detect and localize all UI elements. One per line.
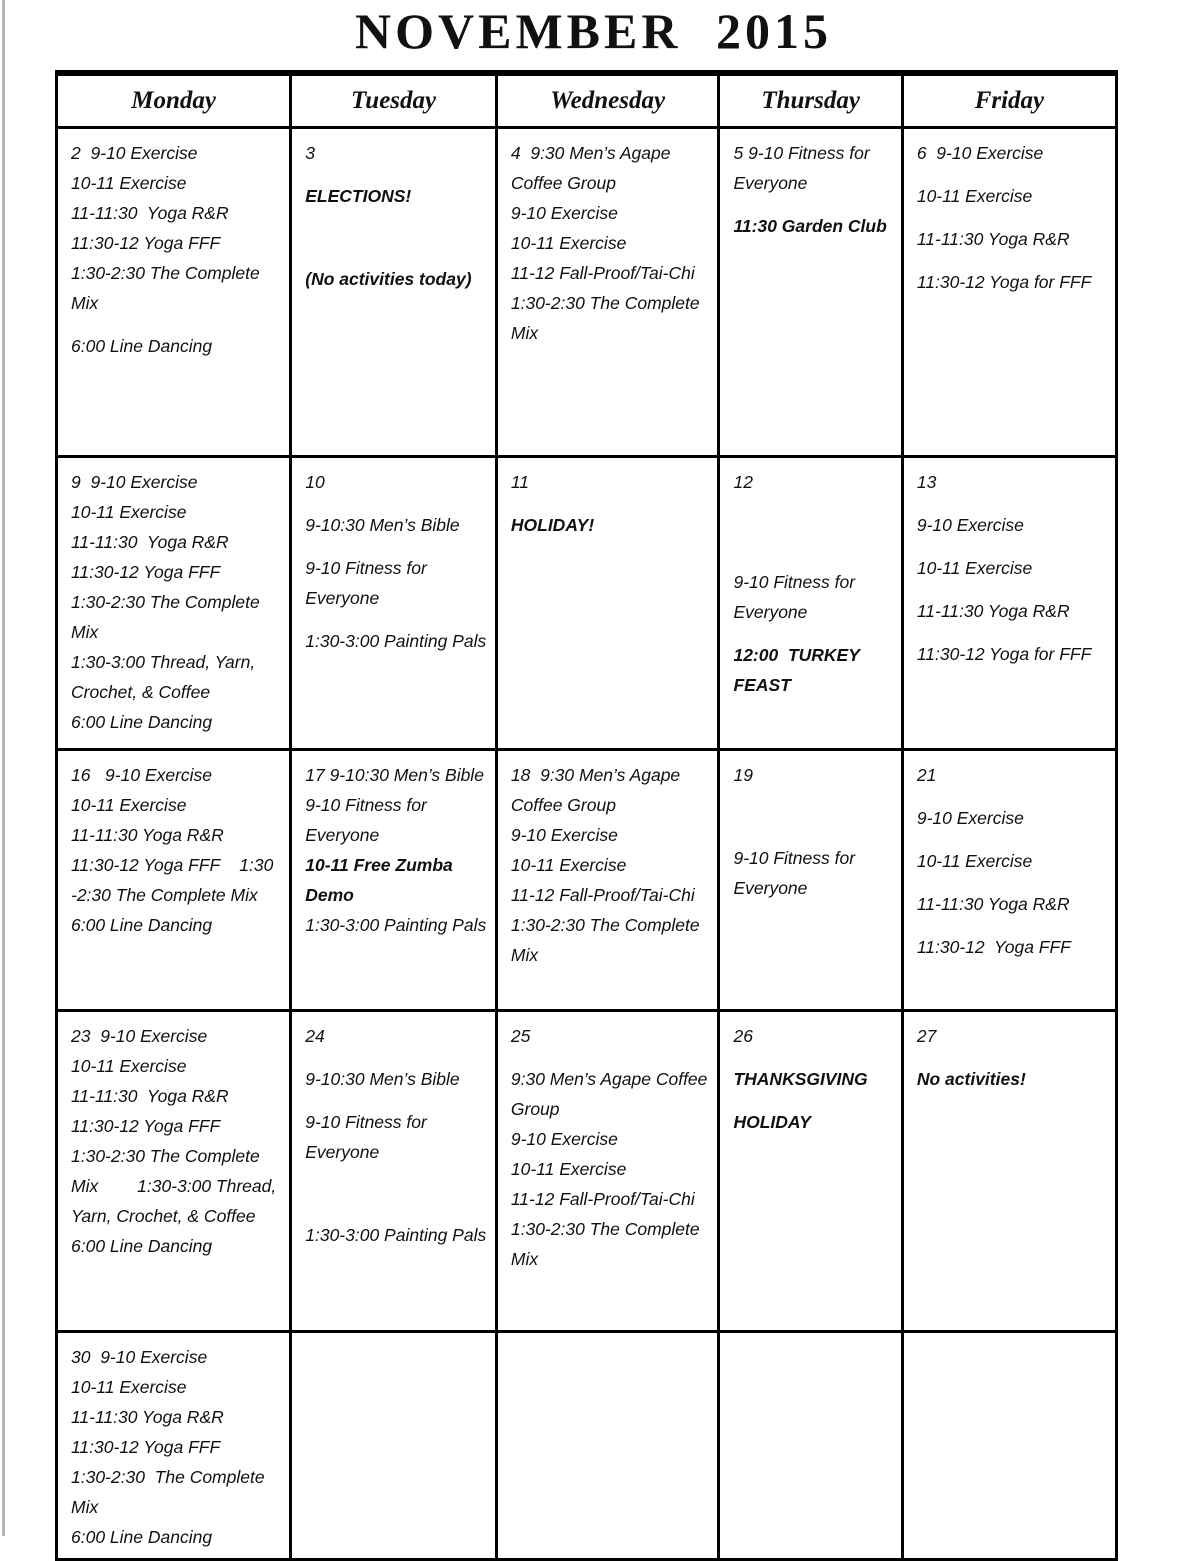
calendar-entry: 9-10 Exercise xyxy=(510,825,618,845)
calendar-entry: 11:30-12 Yoga FFF xyxy=(71,562,221,582)
day-cell xyxy=(496,457,719,750)
calendar-entry: 10-11 Exercise xyxy=(916,851,1033,871)
calendar-entry: 11-11:30 Yoga R&R xyxy=(916,894,1070,914)
day-number: 24 xyxy=(305,1026,325,1046)
weekday-header: Friday xyxy=(902,73,1116,128)
calendar-entry: 9:30 Men’s Agape Coffee Group xyxy=(510,1069,713,1119)
day-number: 19 xyxy=(733,765,753,785)
day-cell xyxy=(496,128,719,457)
calendar-entry: 10-11 Exercise xyxy=(510,855,627,875)
day-cell xyxy=(57,457,291,750)
calendar-entry: 11:30-12 Yoga FFF xyxy=(916,937,1071,957)
day-cell xyxy=(719,750,902,1011)
calendar-entry: 6:00 Line Dancing xyxy=(71,336,213,356)
calendar-entry: 1:30-2:30 The Complete Mix 1:30-3:00 Thread, Yarn, Crochet, & Coffee 6:00 Line Dancing xyxy=(71,1146,295,1256)
calendar-entry: 11-11:30 Yoga R&R xyxy=(916,601,1070,621)
day-number: 13 xyxy=(916,472,937,492)
day-cell xyxy=(902,1332,1116,1560)
calendar-entry: 10-11 Exercise xyxy=(71,1377,187,1397)
calendar-entry: 9-10 Fitness for Everyone xyxy=(305,558,432,608)
day-cell xyxy=(291,457,497,750)
day-cell xyxy=(902,128,1116,457)
calendar-entry: 10-11 Exercise xyxy=(916,558,1033,578)
day-cell xyxy=(291,1332,497,1560)
day-number: 11 xyxy=(510,472,530,492)
calendar-entry: 16 9-10 Exercise xyxy=(71,765,213,785)
weekday-header: Thursday xyxy=(719,73,902,128)
day-cell xyxy=(57,128,291,457)
calendar-entry: 11:30-12 Yoga for FFF xyxy=(916,644,1092,664)
day-cell xyxy=(291,128,497,457)
calendar-entry: HOLIDAY xyxy=(733,1112,811,1132)
week-row xyxy=(57,1332,1117,1560)
day-cell xyxy=(57,1332,291,1560)
day-number: 12 xyxy=(733,472,753,492)
day-cell xyxy=(57,1011,295,1332)
calendar-entry: 9-10:30 Men’s Bible xyxy=(305,515,460,535)
scan-edge-line xyxy=(2,0,5,1536)
week-row xyxy=(57,750,1117,1011)
calendar-entry: 9-10 Fitness for Everyone xyxy=(733,572,860,622)
calendar-entry: 1:30-2:30 The Complete Mix xyxy=(71,1467,270,1517)
day-number: 25 xyxy=(510,1026,531,1046)
calendar-entry: 10-11 Exercise xyxy=(71,1056,187,1076)
calendar-entry: 2 9-10 Exercise xyxy=(71,143,198,163)
calendar-entry: 9-10 Fitness for Everyone xyxy=(305,1112,432,1162)
calendar-entry: 10-11 Exercise xyxy=(71,795,187,815)
calendar-entry: 11:30 Garden Club xyxy=(733,216,887,236)
calendar-body xyxy=(57,128,1117,1560)
calendar-table xyxy=(55,70,1118,1561)
calendar-entry: 1:30-2:30 The Complete Mix xyxy=(510,1219,705,1269)
calendar-entry: 6:00 Line Dancing xyxy=(71,915,213,935)
day-cell xyxy=(496,1332,719,1560)
calendar-entry: 1:30-2:30 The Complete Mix xyxy=(510,293,705,343)
calendar-entry: 1:30-3:00 Painting Pals xyxy=(305,631,487,651)
calendar-entry: 11-11:30 Yoga R&R xyxy=(71,532,229,552)
calendar-entry: 9-10:30 Men’s Bible xyxy=(305,1069,460,1089)
page-title: NOVEMBER 2015 xyxy=(355,3,832,59)
calendar-entry: 1:30-2:30 The Complete Mix xyxy=(71,592,265,642)
calendar-entry: 5 9-10 Fitness for Everyone xyxy=(733,143,875,193)
calendar-entry: 9-10 Exercise xyxy=(510,203,618,223)
calendar-entry: HOLIDAY! xyxy=(510,515,595,535)
calendar-entry: 10-11 Exercise xyxy=(71,502,187,522)
day-cell xyxy=(496,1011,719,1332)
calendar-entry: 9-10 Exercise xyxy=(916,515,1024,535)
calendar-entry: 11:30-12 Yoga FFF xyxy=(71,1437,221,1457)
calendar-entry: 11-12 Fall-Proof/Tai-Chi xyxy=(510,1189,695,1209)
calendar-entry: 11-12 Fall-Proof/Tai-Chi xyxy=(510,263,695,283)
calendar-entry: 11-11:30 Yoga R&R xyxy=(71,825,224,845)
calendar-entry: No activities! xyxy=(916,1069,1026,1089)
calendar-entry: 6:00 Line Dancing xyxy=(71,712,213,732)
calendar-entry: 9-10 Exercise xyxy=(510,1129,618,1149)
day-cell xyxy=(291,750,497,1011)
calendar-entry: 11-11:30 Yoga R&R xyxy=(916,229,1070,249)
calendar-entry: 1:30-2:30 The Complete Mix xyxy=(71,263,265,313)
weekday-header: Tuesday xyxy=(291,73,497,128)
calendar-entry: 6 9-10 Exercise xyxy=(916,143,1044,163)
day-number: 10 xyxy=(305,472,325,492)
calendar-entry: 11-11:30 Yoga R&R xyxy=(71,203,229,223)
calendar-entry: 11:30-12 Yoga FFF 1:30 -2:30 The Complete Mix xyxy=(71,855,279,905)
calendar-entry: 18 9:30 Men’s Agape Coffee Group xyxy=(510,765,686,815)
day-cell xyxy=(291,1011,497,1332)
day-cell xyxy=(902,1011,1116,1332)
day-cell xyxy=(719,1332,902,1560)
weekday-header: Wednesday xyxy=(496,73,719,128)
day-cell xyxy=(719,128,902,457)
weekday-header-row xyxy=(57,73,1117,128)
calendar-entry: 10-11 Exercise xyxy=(510,1159,627,1179)
calendar-entry: 10-11 Exercise xyxy=(510,233,627,253)
calendar-entry: 1:30-3:00 Thread, Yarn, Crochet, & Coffee xyxy=(71,652,261,702)
week-row xyxy=(57,1011,1117,1332)
calendar-entry: 17 9-10:30 Men’s Bible xyxy=(305,765,484,785)
day-cell xyxy=(719,1011,902,1332)
calendar-entry: 1:30-3:00 Painting Pals xyxy=(305,1225,487,1245)
calendar-entry: 11-11:30 Yoga R&R xyxy=(71,1407,224,1427)
day-cell xyxy=(719,457,902,750)
calendar-entry: 4 9:30 Men’s Agape Coffee Group xyxy=(510,143,676,193)
calendar-entry: 11:30-12 Yoga for FFF xyxy=(916,272,1092,292)
day-cell xyxy=(902,457,1116,750)
day-cell xyxy=(57,750,291,1011)
calendar-entry: 11-12 Fall-Proof/Tai-Chi xyxy=(510,885,695,905)
calendar-entry: 10-11 Exercise xyxy=(916,186,1033,206)
calendar-entry: 1:30-3:00 Painting Pals xyxy=(305,915,487,935)
calendar-entry: 23 9-10 Exercise xyxy=(71,1026,208,1046)
week-row xyxy=(57,128,1117,457)
day-number: 26 xyxy=(733,1026,753,1046)
calendar-entry: 11-11:30 Yoga R&R xyxy=(71,1086,229,1106)
calendar-entry: 9 9-10 Exercise xyxy=(71,472,198,492)
calendar-entry: 9-10 Exercise xyxy=(916,808,1024,828)
calendar-entry: 12:00 TURKEY FEAST xyxy=(733,645,865,695)
calendar-entry: 6:00 Line Dancing xyxy=(71,1527,213,1547)
weekday-header: Monday xyxy=(57,73,291,128)
calendar-entry: 11:30-12 Yoga FFF xyxy=(71,233,221,253)
calendar-entry: 9-10 Fitness for Everyone xyxy=(733,848,860,898)
calendar-entry: 1:30-2:30 The Complete Mix xyxy=(510,915,705,965)
calendar-entry: THANKSGIVING xyxy=(733,1069,868,1089)
day-number: 3 xyxy=(305,143,315,163)
calendar-entry: 9-10 Fitness for Everyone xyxy=(305,795,432,845)
calendar-entry: 10-11 Exercise xyxy=(71,173,187,193)
week-row xyxy=(57,457,1117,750)
calendar-entry: 30 9-10 Exercise xyxy=(71,1347,208,1367)
day-cell xyxy=(496,750,719,1011)
calendar-entry: (No activities today) xyxy=(305,269,472,289)
calendar-entry: 11:30-12 Yoga FFF xyxy=(71,1116,221,1136)
day-number: 21 xyxy=(916,765,937,785)
day-cell xyxy=(902,750,1116,1011)
calendar-entry: ELECTIONS! xyxy=(305,186,412,206)
day-number: 27 xyxy=(916,1026,937,1046)
calendar-entry: 10-11 Free Zumba Demo xyxy=(305,855,458,905)
